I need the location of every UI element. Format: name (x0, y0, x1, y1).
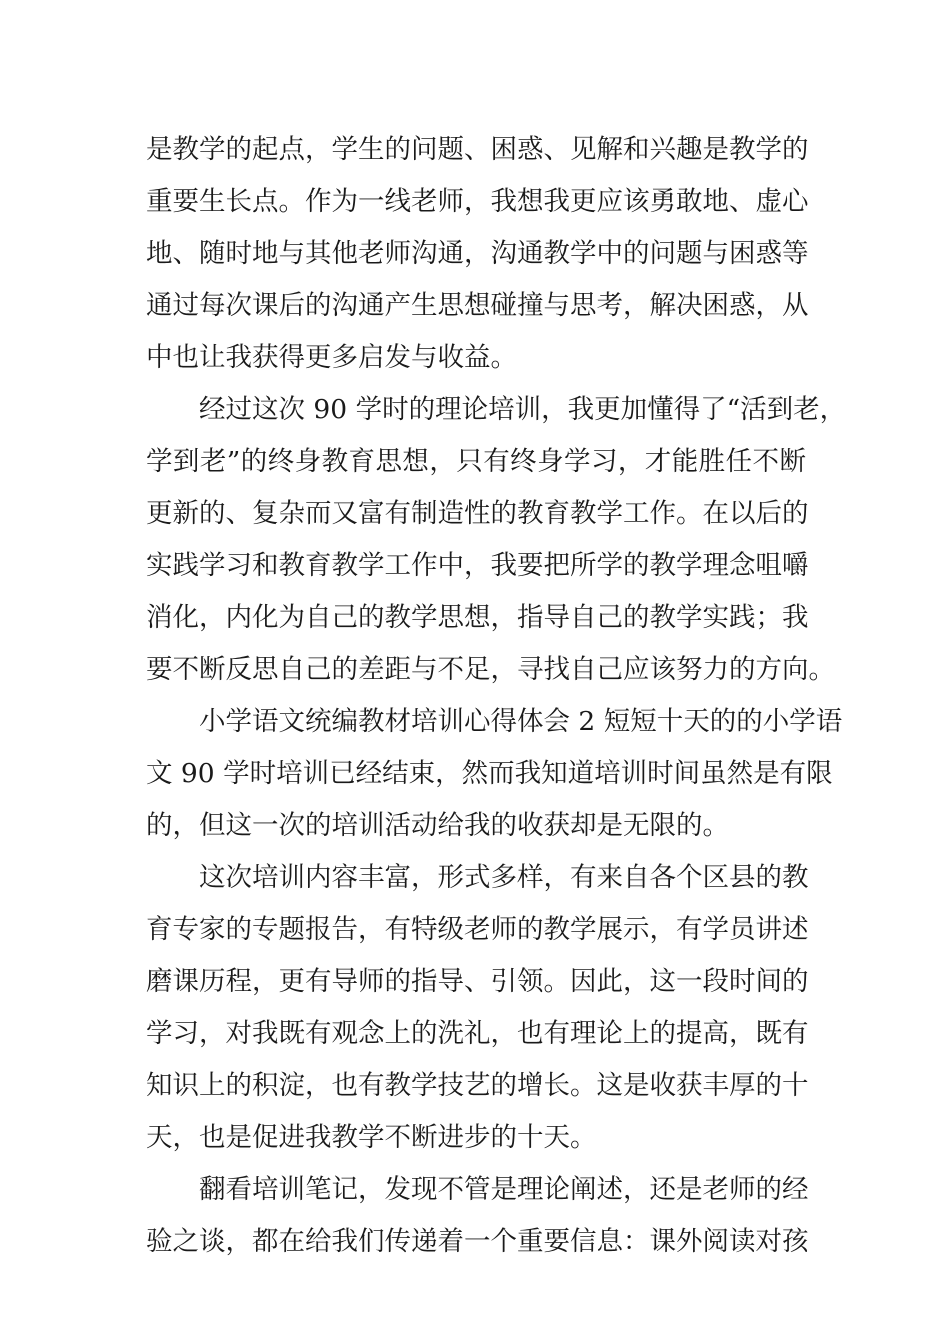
text-line: 学到老”的终身教育思想，只有终身学习，才能胜任不断 (146, 446, 806, 477)
text-line: 文 90 学时培训已经结束，然而我知道培训时间虽然是有限 (146, 758, 833, 789)
text-line: 这次培训内容丰富，形式多样，有来自各个区县的教 (199, 862, 809, 893)
text-line: 消化，内化为自己的教学思想，指导自己的教学实践；我 (146, 602, 809, 633)
text-line: 经过这次 90 学时的理论培训，我更加懂得了“活到老， (199, 394, 847, 425)
text-line: 磨课历程，更有导师的指导、引领。因此，这一段时间的 (146, 966, 809, 997)
body-text (146, 124, 847, 1268)
text-line: 是教学的起点，学生的问题、困惑、见解和兴趣是教学的 (146, 134, 809, 165)
text-line: 更新的、复杂而又富有制造性的教育教学工作。在以后的 (146, 498, 809, 529)
text-line: 验之谈，都在给我们传递着一个重要信息：课外阅读对孩 (146, 1226, 809, 1257)
text-line: 翻看培训笔记，发现不管是理论阐述，还是老师的经 (199, 1174, 809, 1205)
text-line: 重要生长点。作为一线老师，我想我更应该勇敢地、虚心 (146, 186, 809, 217)
text-line: 学习，对我既有观念上的洗礼，也有理论上的提高，既有 (146, 1018, 809, 1049)
text-line: 中也让我获得更多启发与收益。 (146, 342, 517, 373)
text-line: 天，也是促进我教学不断进步的十天。 (146, 1122, 597, 1153)
text-line: 知识上的积淀，也有教学技艺的增长。这是收获丰厚的十 (146, 1070, 809, 1101)
text-line: 的，但这一次的培训活动给我的收获却是无限的。 (146, 810, 729, 841)
text-line: 小学语文统编教材培训心得体会 2 短短十天的的小学语 (199, 706, 843, 737)
text-line: 地、随时地与其他老师沟通，沟通教学中的问题与困惑等 (146, 238, 809, 269)
text-line: 实践学习和教育教学工作中，我要把所学的教学理念咀嚼 (146, 550, 809, 581)
text-line: 要不断反思自己的差距与不足，寻找自己应该努力的方向。 (146, 654, 835, 685)
text-line: 育专家的专题报告，有特级老师的教学展示，有学员讲述 (146, 914, 809, 945)
text-line: 通过每次课后的沟通产生思想碰撞与思考，解决困惑，从 (146, 290, 809, 321)
